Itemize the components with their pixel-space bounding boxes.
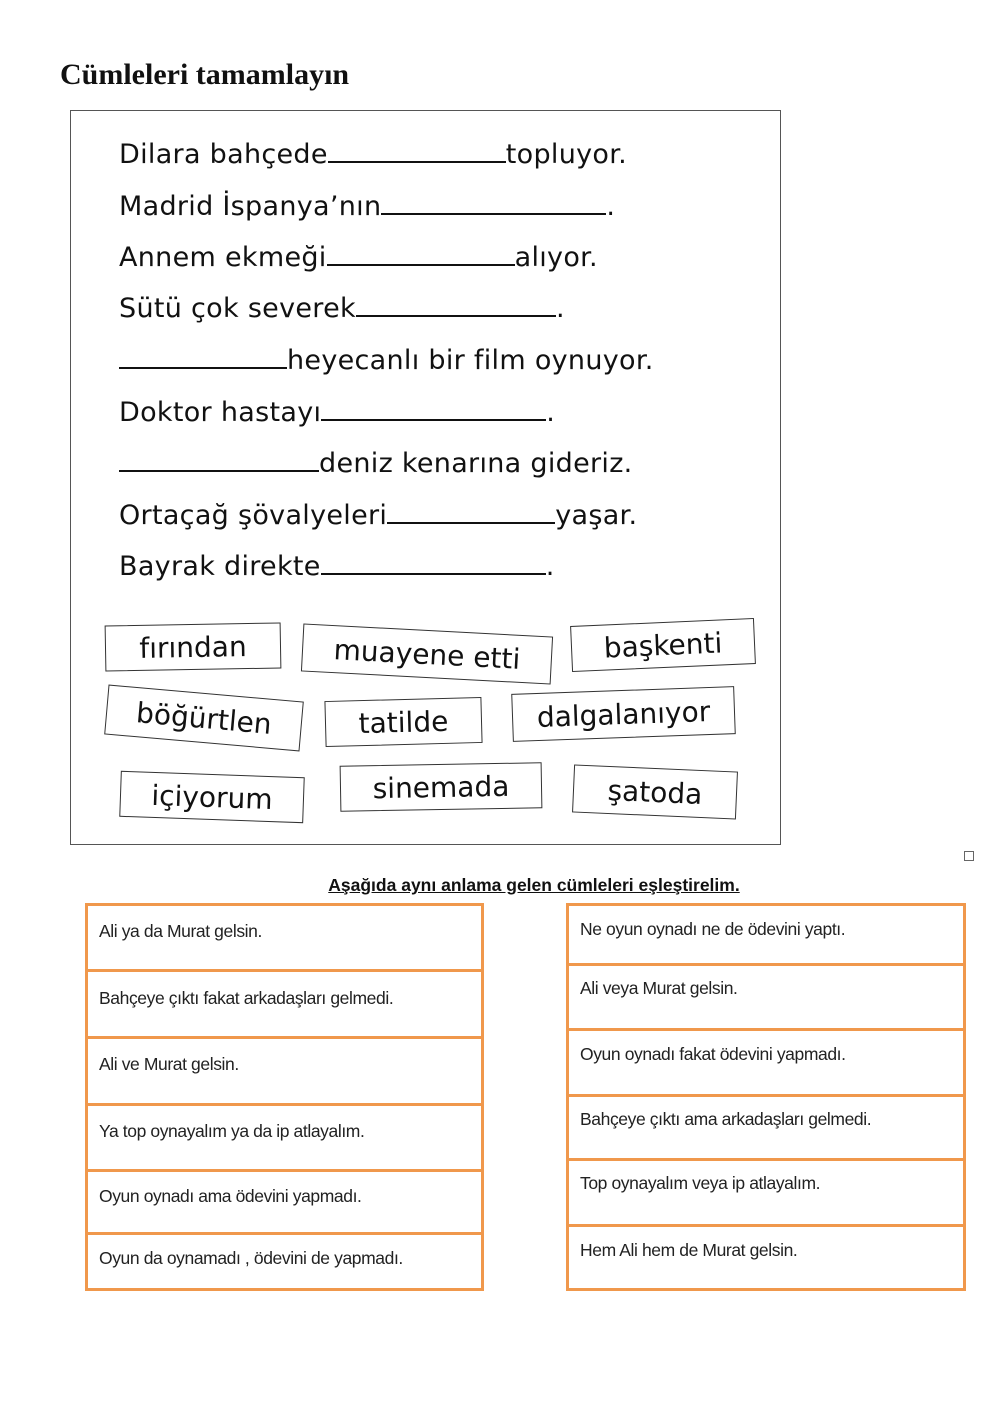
sentence-4-start: Sütü çok severek	[119, 293, 356, 324]
sentence-6-start: Doktor hastayı	[119, 397, 322, 428]
word-card-bogurtlen[interactable]: böğürtlen	[104, 685, 304, 752]
sentence-4-end: .	[555, 293, 565, 324]
right-match-item-3[interactable]: Oyun oynadı fakat ödevini yapmadı.	[569, 1031, 963, 1097]
word-card-sinemada[interactable]: sinemada	[340, 762, 543, 812]
word-card-satoda[interactable]: şatoda	[572, 764, 738, 819]
sentence-9-end: .	[545, 551, 555, 582]
sentence-8-end: yaşar.	[555, 500, 638, 531]
sentence-1-start: Dilara bahçede	[119, 139, 328, 170]
right-match-item-5[interactable]: Top oynayalım veya ip atlayalım.	[569, 1161, 963, 1227]
sentence-7	[119, 448, 633, 479]
sentence-1	[119, 139, 627, 170]
blank-8[interactable]	[387, 518, 555, 524]
checkbox-square	[964, 851, 974, 861]
sentence-2-start: Madrid İspanya’nın	[119, 191, 382, 222]
sentence-9	[119, 551, 555, 582]
left-match-item-1[interactable]: Ali ya da Murat gelsin.	[88, 906, 481, 972]
sentence-5	[119, 345, 654, 376]
left-match-item-3[interactable]: Ali ve Murat gelsin.	[88, 1039, 481, 1106]
blank-9[interactable]	[321, 569, 546, 575]
sentence-2-end: .	[606, 191, 616, 222]
blank-1[interactable]	[328, 157, 506, 163]
sentence-1-end: topluyor.	[505, 139, 628, 170]
blank-4[interactable]	[356, 311, 556, 317]
sentence-3-end: alıyor.	[514, 242, 598, 273]
right-match-item-6[interactable]: Hem Ali hem de Murat gelsin.	[580, 1240, 798, 1260]
blank-5[interactable]	[119, 363, 287, 369]
right-match-item-4[interactable]: Bahçeye çıktı ama arkadaşları gelmedi.	[569, 1097, 963, 1161]
left-match-item-2[interactable]: Bahçeye çıktı fakat arkadaşları gelmedi.	[88, 972, 481, 1039]
sentence-8	[119, 500, 637, 531]
sentence-6	[119, 397, 555, 428]
sentence-7-end: deniz kenarına gideriz.	[319, 448, 633, 479]
word-card-baskenti[interactable]: başkenti	[570, 618, 756, 672]
matching-title: Aşağıda aynı anlama gelen cümleleri eşleştirelim.	[328, 875, 740, 895]
sentence-8-start: Ortaçağ şövalyeleri	[119, 500, 388, 531]
left-match-column	[85, 903, 484, 1291]
word-card-muayene-etti[interactable]: muayene etti	[301, 623, 553, 684]
blank-6[interactable]	[321, 415, 546, 421]
left-match-item-4[interactable]: Ya top oynayalım ya da ip atlayalım.	[88, 1106, 481, 1172]
sentence-3	[119, 242, 598, 273]
word-card-iciyorum[interactable]: içiyorum	[119, 771, 304, 823]
right-match-item-2[interactable]: Ali veya Murat gelsin.	[569, 966, 963, 1031]
sentence-2	[119, 191, 615, 222]
word-card-dalgalaniyor[interactable]: dalgalanıyor	[511, 686, 736, 742]
sentence-3-start: Annem ekmeği	[119, 242, 327, 273]
page-title: Cümleleri tamamlayın	[60, 58, 350, 91]
sentence-5-end: heyecanlı bir film oynuyor.	[287, 345, 654, 376]
blank-3[interactable]	[327, 260, 515, 266]
blank-7[interactable]	[119, 466, 319, 472]
left-match-item-6[interactable]: Oyun da oynamadı , ödevini de yapmadı.	[99, 1248, 403, 1268]
sentence-4	[119, 293, 565, 324]
sentence-9-start: Bayrak direkte	[119, 551, 321, 582]
right-match-item-1[interactable]: Ne oyun oynadı ne de ödevini yaptı.	[569, 906, 963, 966]
left-match-item-5[interactable]: Oyun oynadı ama ödevini yapmadı.	[88, 1172, 481, 1235]
right-match-column	[566, 903, 966, 1291]
word-card-firindan[interactable]: fırından	[105, 622, 282, 671]
blank-2[interactable]	[381, 209, 606, 215]
word-card-tatilde[interactable]: tatilde	[324, 697, 482, 747]
sentence-6-end: .	[546, 397, 556, 428]
